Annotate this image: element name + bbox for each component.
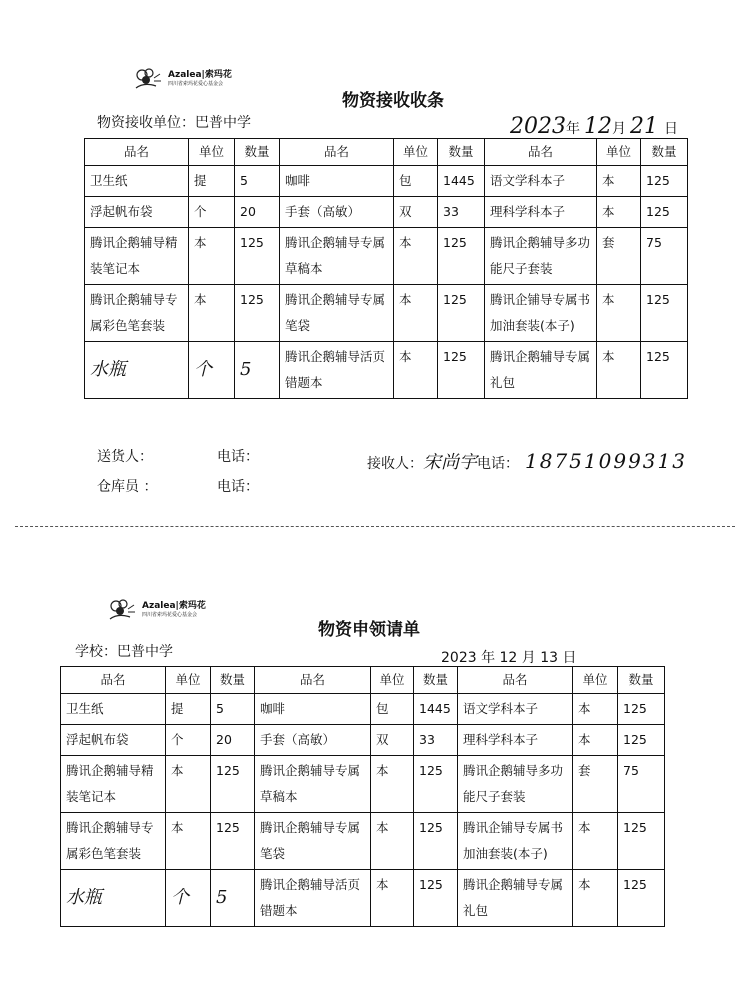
header-cell: 品名 — [61, 667, 166, 694]
receiver-name: 宋尚宇 — [423, 452, 477, 473]
header-cell: 单位 — [166, 667, 211, 694]
quantity-cell: 125 — [438, 342, 485, 399]
header-cell: 数量 — [438, 139, 485, 166]
item-name-cell: 腾讯企鹅辅导专属彩色笔套装 — [85, 285, 189, 342]
quantity-cell: 125 — [641, 342, 688, 399]
item-name-cell: 腾讯企鹅辅导多功能尺子套装 — [458, 756, 573, 813]
receipt-title: 物资接收收条 — [342, 91, 444, 111]
table-row — [61, 756, 665, 813]
header-cell: 单位 — [189, 139, 235, 166]
table-row — [61, 694, 665, 725]
cut-line-divider — [15, 526, 735, 527]
quantity-cell: 1445 — [438, 166, 485, 197]
unit-cell: 双 — [371, 725, 414, 756]
unit-cell: 个 — [189, 197, 235, 228]
handwritten-quantity-cell: 5 — [211, 870, 255, 927]
quantity-cell: 125 — [618, 725, 665, 756]
logo-name: Azalea|索玛花 — [142, 601, 206, 611]
item-name-cell: 浮起帆布袋 — [85, 197, 189, 228]
table-row — [85, 228, 688, 285]
unit-cell: 本 — [189, 285, 235, 342]
item-name-cell: 理科学科本子 — [485, 197, 597, 228]
handwritten-item-cell: 水瓶 — [85, 342, 189, 399]
header-cell: 单位 — [573, 667, 618, 694]
quantity-cell: 125 — [235, 228, 280, 285]
table-row — [61, 870, 665, 927]
item-name-cell: 浮起帆布袋 — [61, 725, 166, 756]
handwritten-quantity-cell: 5 — [235, 342, 280, 399]
unit-cell: 个 — [166, 725, 211, 756]
quantity-cell: 5 — [235, 166, 280, 197]
quantity-cell: 125 — [211, 813, 255, 870]
requisition-table — [60, 666, 665, 927]
item-name-cell: 腾讯企鹅辅导专属礼包 — [458, 870, 573, 927]
unit-cell: 本 — [371, 756, 414, 813]
unit-cell: 本 — [371, 813, 414, 870]
warehouse-phone-label: 电话： — [217, 479, 259, 495]
flower-logo-icon — [106, 597, 138, 623]
header-cell: 品名 — [280, 139, 394, 166]
quantity-cell: 125 — [618, 694, 665, 725]
header-cell: 单位 — [394, 139, 438, 166]
handwritten-item-cell: 水瓶 — [61, 870, 166, 927]
unit-cell: 本 — [189, 228, 235, 285]
requisition-date: 2023 年 12 月 13 日 — [441, 650, 577, 666]
quantity-cell: 33 — [414, 725, 458, 756]
sender-phone-label: 电话： — [217, 449, 259, 465]
day-suffix: 日 — [664, 121, 678, 137]
unit-cell: 套 — [597, 228, 641, 285]
item-name-cell: 腾讯企鹅辅导专属笔袋 — [280, 285, 394, 342]
quantity-cell: 1445 — [414, 694, 458, 725]
item-name-cell: 腾讯企鹅辅导活页错题本 — [255, 870, 371, 927]
item-name-cell: 语文学科本子 — [458, 694, 573, 725]
item-name-cell: 卫生纸 — [61, 694, 166, 725]
quantity-cell: 5 — [211, 694, 255, 725]
item-name-cell: 咖啡 — [280, 166, 394, 197]
month-suffix: 月 — [612, 121, 626, 137]
logo-subtitle: 四川省索玛花爱心基金会 — [168, 81, 224, 87]
item-name-cell: 手套（高敏） — [255, 725, 371, 756]
quantity-cell: 125 — [641, 166, 688, 197]
item-name-cell: 腾讯企鹅辅导精装笔记本 — [61, 756, 166, 813]
unit-cell: 本 — [166, 756, 211, 813]
receiving-unit-value: 巴普中学 — [195, 115, 251, 131]
item-name-cell: 卫生纸 — [85, 166, 189, 197]
item-name-cell: 腾讯企铺导专属书加油套装(本子) — [458, 813, 573, 870]
unit-cell: 本 — [597, 197, 641, 228]
quantity-cell: 125 — [618, 870, 665, 927]
header-cell: 数量 — [414, 667, 458, 694]
receiver-block — [367, 448, 687, 474]
unit-cell: 本 — [394, 228, 438, 285]
table-header-row — [85, 139, 688, 166]
flower-logo-icon — [132, 66, 164, 92]
table-row — [85, 342, 688, 399]
receipt-table — [84, 138, 688, 399]
item-name-cell: 咖啡 — [255, 694, 371, 725]
logo-name: Azalea|索玛花 — [168, 70, 232, 80]
header-cell: 品名 — [85, 139, 189, 166]
unit-cell: 本 — [394, 285, 438, 342]
receiver-phone-label: 电话： — [477, 456, 519, 472]
item-name-cell: 腾讯企鹅辅导专属草稿本 — [280, 228, 394, 285]
unit-cell: 本 — [166, 813, 211, 870]
foundation-logo — [132, 66, 232, 92]
quantity-cell: 125 — [438, 228, 485, 285]
school — [75, 641, 173, 661]
header-cell: 品名 — [255, 667, 371, 694]
quantity-cell: 125 — [235, 285, 280, 342]
receipt-month: 12 — [584, 114, 612, 139]
school-label: 学校： — [75, 644, 117, 660]
header-cell: 单位 — [371, 667, 414, 694]
handwritten-unit-cell: 个 — [189, 342, 235, 399]
unit-cell: 提 — [189, 166, 235, 197]
item-name-cell: 理科学科本子 — [458, 725, 573, 756]
item-name-cell: 腾讯企鹅辅导专属彩色笔套装 — [61, 813, 166, 870]
foundation-logo-2 — [106, 597, 206, 623]
unit-cell: 本 — [573, 725, 618, 756]
unit-cell: 本 — [597, 166, 641, 197]
quantity-cell: 125 — [414, 870, 458, 927]
receiver-phone: 18751099313 — [525, 449, 687, 473]
unit-cell: 包 — [394, 166, 438, 197]
table-header-row — [61, 667, 665, 694]
item-name-cell: 腾讯企鹅辅导专属礼包 — [485, 342, 597, 399]
table-row — [85, 166, 688, 197]
header-cell: 数量 — [211, 667, 255, 694]
header-cell: 品名 — [458, 667, 573, 694]
unit-cell: 提 — [166, 694, 211, 725]
table-row — [85, 285, 688, 342]
header-cell: 数量 — [641, 139, 688, 166]
unit-cell: 本 — [597, 285, 641, 342]
unit-cell: 本 — [394, 342, 438, 399]
quantity-cell: 125 — [641, 197, 688, 228]
sender-label: 送货人： — [97, 449, 153, 465]
table-row — [85, 197, 688, 228]
item-name-cell: 腾讯企鹅辅导多功能尺子套装 — [485, 228, 597, 285]
header-cell: 数量 — [618, 667, 665, 694]
unit-cell: 套 — [573, 756, 618, 813]
item-name-cell: 腾讯企鹅辅导专属草稿本 — [255, 756, 371, 813]
quantity-cell: 75 — [641, 228, 688, 285]
item-name-cell: 语文学科本子 — [485, 166, 597, 197]
header-cell: 数量 — [235, 139, 280, 166]
unit-cell: 包 — [371, 694, 414, 725]
item-name-cell: 腾讯企鹅辅导活页错题本 — [280, 342, 394, 399]
quantity-cell: 125 — [414, 813, 458, 870]
school-value: 巴普中学 — [117, 644, 173, 660]
unit-cell: 本 — [573, 813, 618, 870]
receipt-year: 2023 — [510, 114, 566, 139]
receiving-unit-label: 物资接收单位： — [97, 115, 195, 131]
quantity-cell: 20 — [235, 197, 280, 228]
requisition-title: 物资申领请单 — [318, 620, 420, 640]
quantity-cell: 125 — [438, 285, 485, 342]
receiving-unit — [97, 112, 251, 132]
quantity-cell: 75 — [618, 756, 665, 813]
quantity-cell: 33 — [438, 197, 485, 228]
item-name-cell: 手套（高敏） — [280, 197, 394, 228]
quantity-cell: 125 — [211, 756, 255, 813]
receiver-label: 接收人： — [367, 456, 423, 472]
receipt-date — [510, 114, 678, 139]
quantity-cell: 125 — [618, 813, 665, 870]
unit-cell: 本 — [573, 694, 618, 725]
unit-cell: 本 — [371, 870, 414, 927]
handwritten-unit-cell: 个 — [166, 870, 211, 927]
table-row — [61, 813, 665, 870]
year-suffix: 年 — [566, 121, 580, 137]
header-cell: 单位 — [597, 139, 641, 166]
logo-subtitle: 四川省索玛花爱心基金会 — [142, 612, 198, 618]
item-name-cell: 腾讯企铺导专属书加油套装(本子) — [485, 285, 597, 342]
header-cell: 品名 — [485, 139, 597, 166]
unit-cell: 本 — [573, 870, 618, 927]
quantity-cell: 125 — [414, 756, 458, 813]
receipt-day: 21 — [630, 114, 658, 139]
item-name-cell: 腾讯企鹅辅导专属笔袋 — [255, 813, 371, 870]
quantity-cell: 125 — [641, 285, 688, 342]
unit-cell: 双 — [394, 197, 438, 228]
warehouse-label: 仓库员 ： — [97, 479, 158, 495]
item-name-cell: 腾讯企鹅辅导精装笔记本 — [85, 228, 189, 285]
table-row — [61, 725, 665, 756]
quantity-cell: 20 — [211, 725, 255, 756]
unit-cell: 本 — [597, 342, 641, 399]
